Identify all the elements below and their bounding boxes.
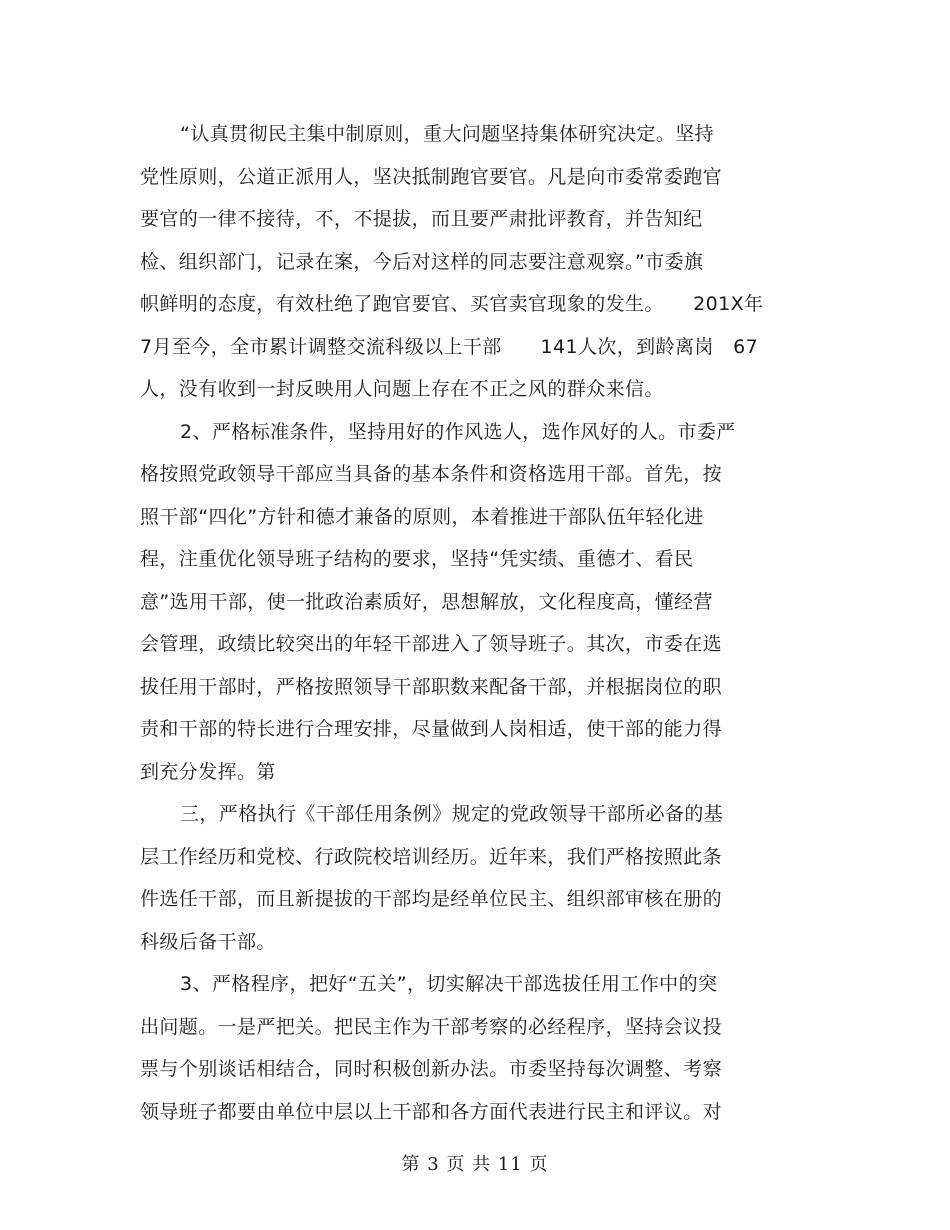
text-line: 人，没有收到一封反映用人问题上存在不正之风的群众来信。 bbox=[140, 378, 664, 400]
paragraph-3 bbox=[140, 793, 790, 963]
text-line: “认真贯彻民主集中制原则，重大问题坚持集体研究决定。坚持 bbox=[180, 123, 715, 145]
page-number-footer: 第 3 页 共 11 页 bbox=[401, 1154, 549, 1175]
text-line: 票与个别谈话相结合，同时积极创新办法。市委坚持每次调整、考察 bbox=[140, 1058, 723, 1080]
text-line: 照干部“四化”方针和德才兼备的原则，本着推进干部队伍年轻化进 bbox=[140, 505, 704, 528]
paragraph-2 bbox=[140, 411, 790, 794]
text-line: 科级后备干部。 bbox=[140, 930, 276, 953]
text-line: 到充分发挥。第 bbox=[140, 760, 276, 783]
text-line: 格按照党政领导干部应当具备的基本条件和资格选用干部。首先，按 bbox=[140, 463, 723, 485]
text-line: 7月至今，全市累计调整交流科级以上干部 141人次，到龄离岗 67 bbox=[140, 335, 759, 358]
text-line: 党性原则，公道正派用人，坚决抵制跑官要官。凡是向市委常委跑官 bbox=[140, 165, 723, 188]
text-line: 责和干部的特长进行合理安排，尽量做到人岗相适，使干部的能力得 bbox=[140, 718, 723, 740]
text-line: 帜鲜明的态度，有效杜绝了跑官要官、买官卖官现象的发生。 201X年 bbox=[140, 293, 764, 315]
text-line: 件选任干部，而且新提拔的干部均是经单位民主、组织部审核在册的 bbox=[140, 888, 723, 910]
text-line: 层工作经历和党校、行政院校培训经历。近年来，我们严格按照此条 bbox=[140, 845, 723, 868]
text-line: 程，注重优化领导班子结构的要求，坚持“凭实绩、重德才、看民 bbox=[140, 548, 694, 570]
text-line: 拔任用干部时，严格按照领导干部职数来配备干部，并根据岗位的职 bbox=[140, 675, 723, 698]
text-line: 会管理，政绩比较突出的年轻干部进入了领导班子。其次，市委在选 bbox=[140, 633, 723, 655]
paragraph-1 bbox=[140, 113, 790, 411]
paragraph-4 bbox=[140, 963, 790, 1133]
text-line: 领导班子都要由单位中层以上干部和各方面代表进行民主和评议。对 bbox=[140, 1100, 723, 1123]
text-line: 三，严格执行《干部任用条例》规定的党政领导干部所必备的基 bbox=[180, 803, 724, 825]
document-body bbox=[140, 113, 790, 1133]
text-line: 检、组织部门，记录在案，今后对这样的同志要注意观察。”市委旗 bbox=[140, 250, 704, 273]
text-line: 2、严格标准条件，坚持用好的作风选人，选作风好的人。市委严 bbox=[180, 420, 736, 443]
text-line: 意”选用干部，使一批政治素质好，思想解放，文化程度高，懂经营 bbox=[140, 590, 713, 613]
text-line: 要官的一律不接待，不，不提拔，而且要严肃批评教育，并告知纪 bbox=[140, 208, 703, 230]
text-line: 3、严格程序，把好“五关”，切实解决干部选拔任用工作中的突 bbox=[180, 973, 718, 995]
text-line: 出问题。一是严把关。把民主作为干部考察的必经程序，坚持会议投 bbox=[140, 1015, 723, 1038]
